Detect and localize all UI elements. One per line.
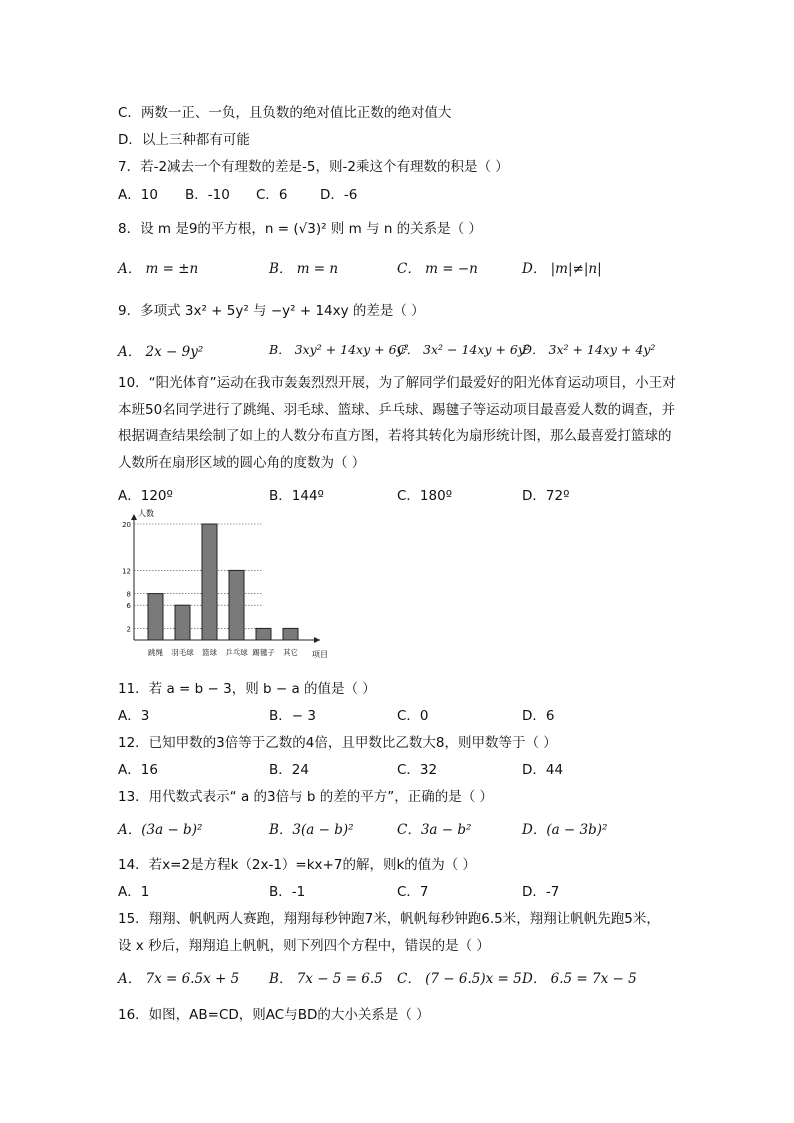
chart-bar [148, 594, 163, 640]
chart-ylabel: 人数 [138, 509, 154, 518]
chart-x-tick-label: 乒乓球 [225, 648, 248, 657]
q13-option-d: D．(a − 3b)² [522, 822, 608, 838]
q13-option-b: B．3(a − b)² [269, 822, 354, 838]
q11-option-b: B．− 3 [269, 708, 316, 724]
question-13-stem: 13．用代数式表示“ a 的3倍与 b 的差的平方”，正确的是（ ） [118, 789, 494, 805]
question-10-stem: 10．“阳光体育”运动在我市轰轰烈烈开展，为了解同学们最爱好的阳光体育运动项目，小王对本班50名同学进行了跳绳、羽毛球、篮球、乒乓球、踢毽子等运动项目最喜爱人数的调查，并根据调查结果绘制了如上的人数分布直方图，若将其转化为扇形统计图，那么最喜爱打篮球的人数所在扇形区域的圆心角的度数为（ ） [118, 375, 676, 471]
question-12-stem: 12．已知甲数的3倍等于乙数的4倍，且甲数比乙数大8，则甲数等于（ ） [118, 735, 557, 751]
question-14-options [118, 880, 718, 898]
q7-option-b: B．-10 [185, 187, 230, 203]
q11-option-c: C．0 [397, 708, 429, 724]
q8-option-a: A． m = ±n [118, 261, 199, 277]
question-8-stem: 8．设 m 是9的平方根，n = (√3)² 则 m 与 n 的关系是（ ） [118, 221, 482, 237]
question-11-options [118, 704, 718, 722]
q15-option-d: D． 6.5 = 7x − 5 [522, 971, 637, 987]
chart-x-tick-label: 跳绳 [148, 648, 163, 657]
q15-option-b: B． 7x − 5 = 6.5 [269, 971, 383, 987]
q8-option-b: B． m = n [269, 261, 339, 277]
q13-option-c: C．3a − b² [397, 822, 472, 838]
q14-option-b: B．-1 [269, 884, 306, 900]
question-11-stem: 11．若 a = b − 3，则 b − a 的值是（ ） [118, 681, 376, 697]
q12-option-a: A．16 [118, 762, 158, 778]
q8-option-d: D． |m|≠|n| [522, 261, 602, 277]
chart-x-tick-label: 踢毽子 [252, 648, 275, 657]
question-15-stem-line2: 设 x 秒后，翔翔追上帆帆，则下列四个方程中，错误的是（ ） [118, 938, 490, 954]
question-9-options [118, 340, 718, 358]
question-9-stem: 9．多项式 3x² + 5y² 与 −y² + 14xy 的差是（ ） [118, 303, 425, 319]
chart-bar [175, 605, 190, 640]
q8-option-c: C． m = −n [397, 261, 478, 277]
histogram-chart [112, 504, 342, 664]
q14-option-a: A．1 [118, 884, 150, 900]
question-7-stem: 7．若-2减去一个有理数的差是-5，则-2乘这个有理数的积是（ ） [118, 159, 509, 175]
question-15-stem-line1: 15．翔翔、帆帆两人赛跑，翔翔每秒钟跑7米，帆帆每秒钟跑6.5米，翔翔让帆帆先跑5米， [118, 911, 660, 927]
option-d-line: D．以上三种都有可能 [118, 132, 250, 148]
chart-y-tick-label: 6 [126, 602, 131, 611]
q13-option-a: A．(3a − b)² [118, 822, 203, 838]
q15-option-c: C． (7 − 6.5)x = 5 [397, 971, 522, 987]
q12-option-b: B．24 [269, 762, 309, 778]
chart-x-tick-label: 其它 [283, 648, 298, 657]
question-10-options [118, 484, 718, 502]
q7-option-a: A．10 [118, 187, 158, 203]
q10-option-c: C．180º [397, 488, 453, 504]
chart-y-tick-label: 2 [126, 625, 131, 634]
option-c-line: C．两数一正、一负，且负数的绝对值比正数的绝对值大 [118, 105, 452, 121]
chart-bar [256, 628, 271, 640]
q7-option-d: D．-6 [320, 187, 358, 203]
q12-option-d: D．44 [522, 762, 564, 778]
q14-option-d: D．-7 [522, 884, 560, 900]
question-13-options [118, 818, 718, 836]
question-14-stem: 14．若x=2是方程k（2x-1）=kx+7的解，则k的值为（ ） [118, 857, 477, 873]
chart-x-tick-label: 羽毛球 [171, 648, 194, 657]
q15-option-a: A． 7x = 6.5x + 5 [118, 971, 240, 987]
q11-option-a: A．3 [118, 708, 150, 724]
chart-bar [229, 570, 244, 640]
q10-option-d: D．72º [522, 488, 570, 504]
question-15-options [118, 967, 718, 985]
chart-bar [283, 628, 298, 640]
chart-y-tick-label: 12 [122, 567, 131, 576]
chart-y-arrow [131, 514, 137, 520]
chart-x-tick-label: 篮球 [202, 648, 217, 657]
q10-option-a: A．120º [118, 488, 173, 504]
chart-xlabel: 项目 [312, 650, 328, 659]
q10-option-b: B．144º [269, 488, 324, 504]
q9-option-b: B． 3xy² + 14xy + 6y² [269, 342, 409, 357]
q9-option-c: C． 3x² − 14xy + 6y² [397, 342, 530, 357]
chart-y-tick-label: 8 [126, 590, 131, 599]
question-8-options [118, 257, 718, 275]
question-7-options [118, 183, 718, 201]
q11-option-d: D．6 [522, 708, 555, 724]
q14-option-c: C．7 [397, 884, 429, 900]
question-16-stem: 16．如图，AB=CD，则AC与BD的大小关系是（ ） [118, 1007, 430, 1023]
q7-option-c: C．6 [256, 187, 288, 203]
q9-option-d: D． 3x² + 14xy + 4y² [522, 342, 656, 357]
q12-option-c: C．32 [397, 762, 438, 778]
chart-bar [202, 524, 217, 640]
chart-x-arrow [314, 637, 320, 643]
chart-y-tick-label: 20 [122, 521, 131, 529]
q9-option-a: A． 2x − 9y² [118, 344, 204, 360]
question-12-options [118, 758, 718, 776]
